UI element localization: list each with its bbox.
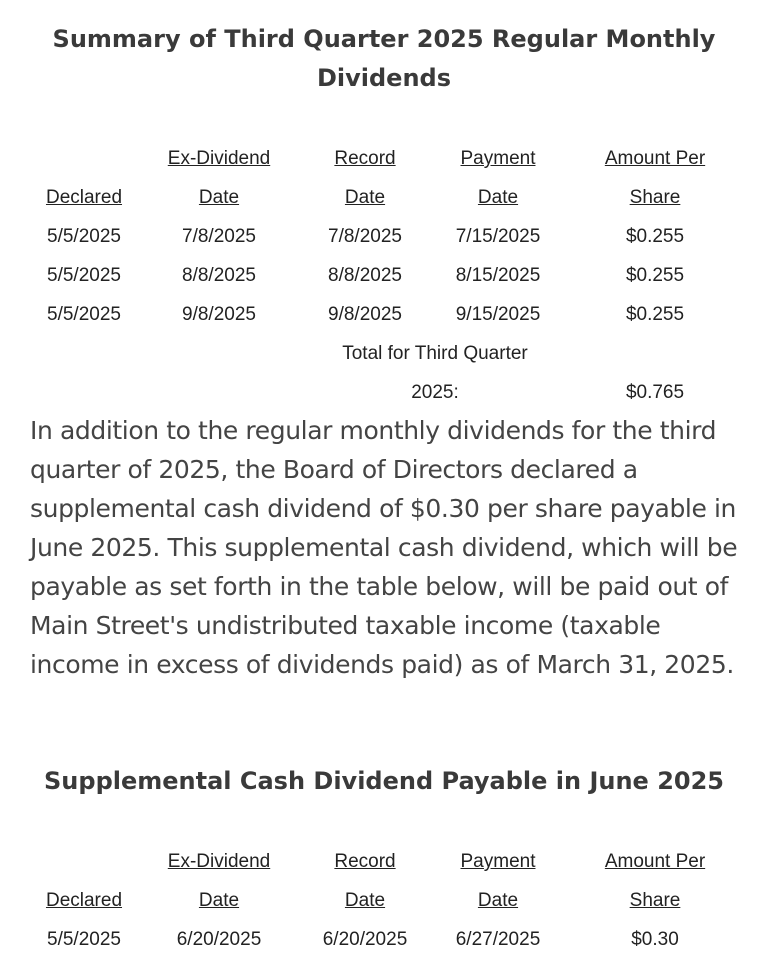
- header-date: Date: [477, 187, 519, 208]
- quarterly-dividend-table: [0, 139, 768, 412]
- header-payment: Payment: [460, 148, 536, 169]
- table-header-row: [0, 139, 768, 178]
- header-record: Record: [334, 851, 396, 872]
- cell-ex-dividend: 8/8/2025: [182, 265, 256, 286]
- table-row: [0, 256, 768, 295]
- header-share: Share: [629, 187, 681, 208]
- section-title: Supplemental Cash Dividend Payable in June 2025: [44, 767, 724, 795]
- cell-payment: 8/15/2025: [455, 265, 541, 286]
- header-date: Date: [344, 890, 386, 911]
- total-row: [0, 334, 768, 373]
- cell-ex-dividend: 9/8/2025: [182, 304, 256, 325]
- header-ex-dividend: Ex-Dividend: [167, 851, 271, 872]
- header-share: Share: [629, 890, 681, 911]
- cell-record: 7/8/2025: [328, 226, 402, 247]
- cell-record: 6/20/2025: [322, 929, 408, 950]
- cell-amount: $0.255: [625, 304, 685, 325]
- header-date: Date: [477, 890, 519, 911]
- cell-record: 9/8/2025: [328, 304, 402, 325]
- cell-amount: $0.255: [625, 226, 685, 247]
- table-header-row: [0, 881, 768, 920]
- page-title: Summary of Third Quarter 2025 Regular Monthly Dividends: [52, 25, 716, 92]
- table-header-row: [0, 178, 768, 217]
- header-declared: Declared: [45, 187, 123, 208]
- total-label: Total for Third Quarter: [342, 343, 528, 364]
- table-header-row: [0, 842, 768, 881]
- cell-declared: 5/5/2025: [47, 929, 121, 950]
- header-amount-per: Amount Per: [604, 851, 706, 872]
- supplemental-dividend-table: [0, 842, 768, 959]
- header-date: Date: [198, 187, 240, 208]
- total-label-year: 2025:: [411, 382, 459, 403]
- total-row: [0, 373, 768, 412]
- cell-amount: $0.30: [631, 929, 679, 950]
- header-date: Date: [198, 890, 240, 911]
- total-value: $0.765: [625, 382, 685, 403]
- cell-payment: 6/27/2025: [455, 929, 541, 950]
- cell-declared: 5/5/2025: [47, 265, 121, 286]
- table-row: [0, 920, 768, 959]
- header-ex-dividend: Ex-Dividend: [167, 148, 271, 169]
- cell-declared: 5/5/2025: [47, 226, 121, 247]
- header-record: Record: [334, 148, 396, 169]
- cell-ex-dividend: 6/20/2025: [176, 929, 262, 950]
- cell-ex-dividend: 7/8/2025: [182, 226, 256, 247]
- header-payment: Payment: [460, 851, 536, 872]
- header-amount-per: Amount Per: [604, 148, 706, 169]
- table-row: [0, 217, 768, 256]
- table-row: [0, 295, 768, 334]
- cell-declared: 5/5/2025: [47, 304, 121, 325]
- cell-payment: 7/15/2025: [455, 226, 541, 247]
- cell-payment: 9/15/2025: [455, 304, 541, 325]
- cell-amount: $0.255: [625, 265, 685, 286]
- body-paragraph: In addition to the regular monthly dividends for the third quarter of 2025, the Board of Directors declared a supplemental cash dividend of $0.30 per share payable in June 2025. This supplemental cash dividend, which will be payable as set forth in the table below, will be paid out of Main Street's undistributed taxable income (taxable income in excess of dividends paid) as of March 31, 2025.: [30, 416, 738, 679]
- cell-record: 8/8/2025: [328, 265, 402, 286]
- header-declared: Declared: [45, 890, 123, 911]
- header-date: Date: [344, 187, 386, 208]
